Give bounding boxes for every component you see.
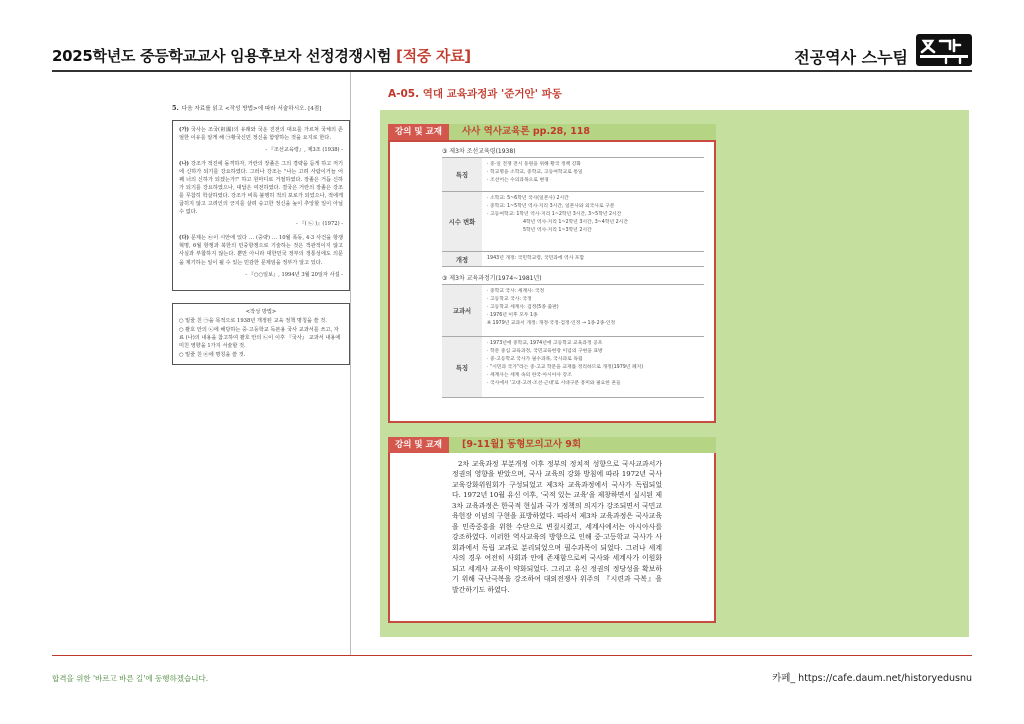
source-text: 문제는 ㉢이 시안에 있다 … (중략) … 10월 폭동, 4·3 사건을 항쟁혁명, 6월 항쟁과 북한의 민중항쟁으로 기술하는 것은 객관적이지 않고 사실과 부합하지 않는다. 뿐만 아니라 대한민국 정부의 정통성에도 의문을 제기하는 일이 될 수 있는 민감한 문제임을 정부가 알고 있다.	[179, 235, 343, 266]
mock-exam-title: [9-11월] 동형모의고사 9회	[462, 439, 582, 450]
row-items	[482, 337, 704, 397]
row-label: 교과서	[442, 285, 482, 336]
table-row	[442, 251, 704, 267]
row-item: · 고등학교 국사: 국정	[487, 296, 532, 302]
brand-logo-icon	[916, 34, 972, 66]
column-divider	[350, 72, 351, 655]
row-label: 시수 변화	[442, 192, 482, 251]
source-label: (가)	[179, 126, 189, 133]
source-label: (나)	[179, 160, 189, 167]
lecture-label: 강의 및 교재	[388, 437, 449, 453]
source-citation: - 『○○일보』, 1994년 3월 20일자 사설 -	[245, 271, 343, 278]
source-text: 강조가 적진에 돌격하자, 거란의 장졸은 그의 경략을 듣게 하고 저기에 신하가 되기를 강요하였다. 그러나 강조는 "나는 고려 사람이거늘 어째 너의 신하가 되겠는가!" 하고 원마디로 거절하였다. 장졸은 거듭 신하가 되기를 강요하였으나, 대답은 여전하였다. 결국은 거란의 장졸은 강조를 무참히 학살하였다. 강조가 비록 불행히 적의 포로가 되었으나, 적에게 굽히지 않고 고려인의 긍지를 살려 숭고한 정신을 높이 추앙할 일이 아닐 수 없다.	[179, 160, 343, 216]
row-item: 4학년 역사·지리 1~2학년 3시간, 3~4학년 2시간	[523, 219, 628, 225]
mock-exam-banner	[388, 437, 716, 453]
mock-exam-excerpt	[388, 453, 716, 623]
row-item: · 고등여학교: 1학년 역사·지리 1~2학년 3시간, 3~5학년 2시간	[487, 211, 622, 217]
condition-item: ○ 괄호 안의 ㉡에 해당하는 중·고등학교 독본용 국사 교과서를 쓰고, 자료 (나)의 내용을 참고하여 괄호 안의 ㉡이 이후 『국사』 교과서 내용에 미친 영향을 1가지 서술할 것.	[179, 326, 341, 349]
row-item: · 조선어는 수의과목으로 변경	[487, 177, 549, 183]
table-title: ③ 제3차 교육과정기(1974~1981년)	[442, 275, 542, 282]
row-items	[482, 285, 704, 336]
brand-name: 전공역사 스누팀	[794, 48, 908, 67]
condition-item: ○ 밑줄 친 ㉠을 목적으로 1938년 개정된 교육 정책 명칭을 쓸 것.	[179, 317, 327, 324]
table-row	[442, 157, 704, 191]
row-label: 특징	[442, 337, 482, 397]
source-paragraph-ga	[179, 126, 343, 142]
row-item: · 중·고등학교 국사가 필수과목, 국사과로 독립	[487, 356, 583, 362]
source-label: (다)	[179, 235, 189, 242]
page-header	[0, 0, 1024, 80]
row-label: 특징	[442, 158, 482, 191]
condition-item: ○ 밑줄 친 ㉢에 명칭을 쓸 것.	[179, 351, 246, 358]
row-item: · "시민과 국가"라는 중·고교 학문을 교재를 정리하므로 개정(1979년 폐지)	[487, 364, 644, 370]
question-header	[172, 103, 350, 114]
header-rule	[52, 70, 972, 72]
question-sources-box	[172, 120, 350, 291]
brand-logo	[916, 34, 972, 66]
textbook-excerpt	[388, 140, 716, 423]
table-title: ③ 제3차 조선교육령(1938)	[442, 148, 516, 155]
source-citation: - 『조선교육령』, 제3조 (1938) -	[265, 146, 343, 153]
row-item: · 세계사는 세계 속의 한국·아시아사 강조	[487, 372, 572, 378]
row-item: 5학년 역사·지리 1~3학년 2시간	[523, 227, 592, 233]
source-citation: - 『( ㉡ )』(1972) -	[296, 221, 343, 228]
textbook-banner	[388, 124, 716, 140]
table-row	[442, 336, 704, 398]
row-item: · 학교명을 소학교, 중학교, 고등여학교로 통일	[487, 169, 583, 175]
row-items	[482, 158, 704, 191]
row-label: 개정	[442, 252, 482, 266]
footer-cafe-link[interactable]: 카페_ https://cafe.daum.net/historyedusnu	[772, 673, 972, 684]
writing-conditions-box	[172, 303, 350, 365]
exam-title	[52, 45, 471, 66]
footer-rule	[52, 655, 972, 656]
question-number: 5.	[172, 104, 179, 112]
exam-tag: [적중 자료]	[396, 47, 471, 65]
footer-slogan: 합격을 위한 '바르고 바른 길'에 동행하겠습니다.	[52, 674, 209, 683]
row-item: · 국사에서 '고대·고려·조선·근대'로 시대구분 흥미와 필요한 흔들	[487, 380, 621, 386]
conditions-title: <작성 방법>	[245, 308, 277, 315]
row-item: ※ 1979년 교과서 개정: 개정·국정·검정·인정 → 1종·2종·인정	[487, 320, 616, 326]
row-item: · 소학교: 5~6학년 국사(일본사) 2시간	[487, 196, 569, 201]
question-instruction: 다음 자료를 읽고 <작성 방법>에 따라 서술하시오. [4점]	[181, 106, 322, 112]
row-item: · 1973년에 중학교, 1974년에 고등학교 교육과정 공포	[487, 341, 603, 346]
row-item: · 중학교 국사: 세계사: 국정	[487, 289, 545, 294]
row-item: 1943년 개정: 국민학교령, 국민과에 역사 포함	[487, 256, 585, 261]
textbook-title: 사사 역사교육론 pp.28, 118	[462, 126, 591, 137]
row-item: · 고등학교 세계사: 검정(5종 출판)	[487, 304, 559, 310]
row-item: · 중학교: 1~5학년 역사·지리 3시간, 일본사와 외국사로 구분	[487, 203, 615, 209]
exam-question	[172, 103, 350, 365]
source-paragraph-na	[179, 160, 343, 216]
row-items	[482, 252, 704, 266]
mock-exam-passage: 2차 교육과정 부분개정 이후 정부의 정치적 성향으로 국사교과서가 정권의 영향을 받았으며, 국사 교육의 강화 방침에 따라 1972년 국사교육강화위원회가 구성되었고 제3차 교육과정에서 국사가 독립되었다. 1972년 10월 유신 이후, '국적 있는 교육'을 제창하면서 실시된 제3차 교육과정은 한국적 현실과 국가 정책의 의지가 강조되면서 국민교육헌장 이념의 구현을 표방하였다. 따라서 제3차 교육과정은 국사교육을 민족중흥을 위한 수단으로 변질시켰고, 세계사에서는 아시아사를 강조하였다. 이러한 역사교육의 방향으로 인해 중·고등학교 국사가 사회과에서 독립 교과로 분리되었으며 필수과목이 되었다. 그러나 세계사의 경우 여전히 사회과 안에 존재함으로써 국사와 세계사가 이원화되고 세계사 교육이 약화되었다. 그리고 유신 정권의 정당성을 확보하기 위해 국난극복을 강조하여 대외전쟁사 위주의 『시련과 극복』을 발간하기도 하였다.	[452, 460, 662, 594]
row-item: · 학문 중심 교육과정, 국민교육헌장 이념의 구현을 표방	[487, 348, 603, 354]
row-item: · 중·일 전쟁 전시 동원을 위해 황국 정책 강화	[487, 162, 582, 167]
row-items	[482, 192, 704, 251]
section-title: A-05. 역대 교육과정과 '준거안' 파동	[388, 88, 562, 100]
table-row	[442, 191, 704, 251]
table-row	[442, 284, 704, 336]
row-item: · 1976년 이후 모두 1종	[487, 312, 538, 318]
source-text: 국사는 조국(祖國)의 유래와 국운 진전의 대요를 가르쳐 국체의 존엄한 이유를 알게 해 ㉠황국신민 정신을 함양하는 것을 요지로 한다.	[179, 126, 343, 141]
exam-title-text: 2025학년도 중등학교교사 임용후보자 선정경쟁시험	[52, 47, 397, 65]
lecture-label: 강의 및 교재	[388, 124, 449, 140]
source-paragraph-da	[179, 234, 343, 266]
